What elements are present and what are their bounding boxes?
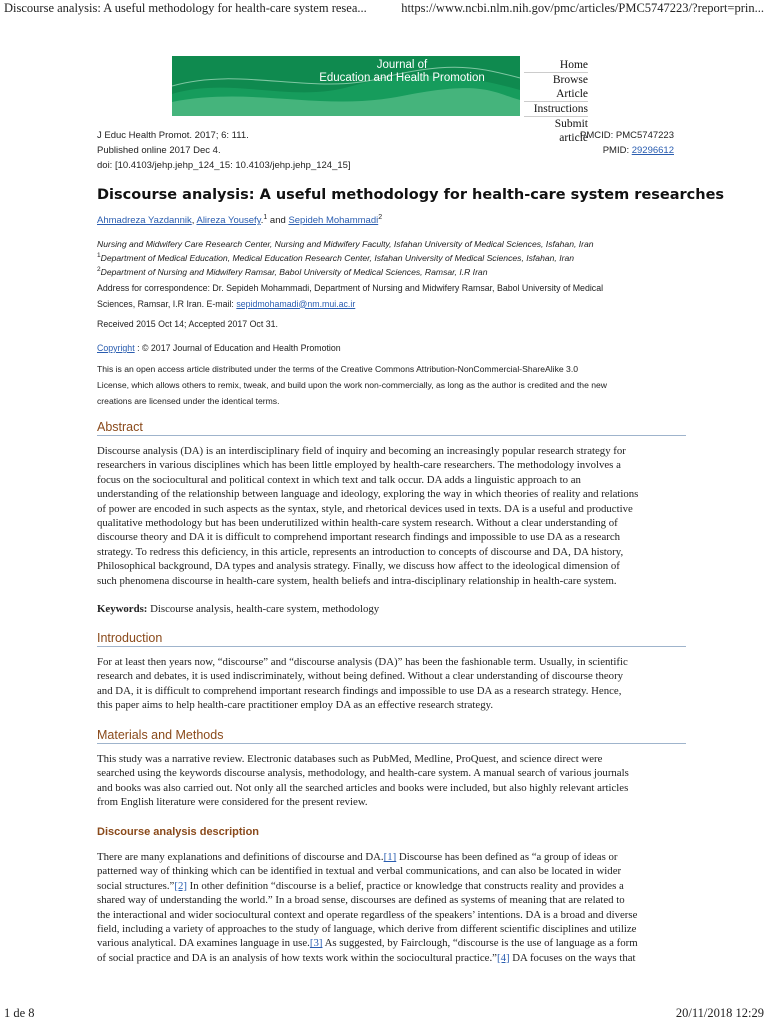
nav-submit-article[interactable]: Submit article xyxy=(554,118,588,144)
abstract-line: Discourse analysis (DA) is an interdisciplinary field of inquiry and becoming an increasingly popular research strategy for xyxy=(97,445,626,457)
copyright-text: : © 2017 Journal of Education and Health Promotion xyxy=(134,343,341,353)
author-affiliation-sup: 1 xyxy=(263,214,268,221)
da-line: shared way of understanding the world.” In a broad sense, discourses are defined as systems of meaning that are related to xyxy=(97,894,625,907)
abstract-line: Philosophical background, DA types and analysis strategy. Finally, we discuss how affect to the ideological dimension of xyxy=(97,560,620,573)
pmcid: PMCID: PMC5747223 xyxy=(580,130,674,141)
affiliation xyxy=(97,266,488,277)
license-line: creations are licensed under the identical terms. xyxy=(97,395,280,406)
affiliation-sup: 1 xyxy=(97,252,101,259)
affiliation-sup: 2 xyxy=(97,266,101,273)
citation-doi: doi: [10.4103/jehp.jehp_124_15: 10.4103/jehp.jehp_124_15] xyxy=(97,160,351,171)
author-separator: and xyxy=(267,215,289,227)
copyright-link[interactable]: Copyright xyxy=(97,343,135,353)
methods-line: and books was also carried out. Not only all the searched articles and books were included, but also highly relevant articles xyxy=(97,781,629,794)
da-line xyxy=(97,936,687,950)
keywords xyxy=(97,602,687,616)
da-text: Discourse has been defined as “a group of ideas or xyxy=(396,851,618,863)
da-text: In other definition “discourse is a belief, practice or knowledge that constructs reality and provides a xyxy=(186,879,624,892)
introduction-line: For at least then years now, “discourse” and “discourse analysis (DA)” has been the fashionable term. Usually, in scientific xyxy=(97,656,628,668)
methods-line: from English literature were considered for the present review. xyxy=(97,796,368,809)
da-description-heading: Discourse analysis description xyxy=(97,826,260,838)
citation-journal: J Educ Health Promot. 2017; 6: 111. xyxy=(97,130,249,141)
citation-link[interactable]: [1] xyxy=(383,851,397,863)
da-text: of social practice and DA is an analysis of how texts work within the sociocultural practice.” xyxy=(97,951,497,964)
author-separator: . xyxy=(260,215,264,227)
affiliation xyxy=(97,238,594,249)
da-text: various analytical. DA examines language in use. xyxy=(97,937,310,950)
pmid xyxy=(603,145,674,156)
da-line xyxy=(97,951,687,965)
journal-logo[interactable] xyxy=(172,56,520,116)
correspondence-text: Sciences, Ramsar, I.R Iran. E-mail: xyxy=(97,298,237,309)
da-description-body xyxy=(97,850,687,965)
methods-body xyxy=(97,752,687,810)
methods-line: This study was a narrative review. Electronic databases such as PubMed, Medline, ProQuest, and science direct were xyxy=(97,753,603,765)
author-separator: , xyxy=(191,215,197,227)
abstract-heading: Abstract xyxy=(97,420,686,436)
abstract-line: qualitative methodology but has been underutilized within health-care system research. Without a clear understanding of xyxy=(97,517,618,530)
introduction-heading: Introduction xyxy=(97,631,686,647)
da-text: As suggested, by Fairclough, “discourse is the use of language as a form xyxy=(322,937,638,950)
email-link[interactable]: sepidmohamadi@nm.mui.ac.ir xyxy=(236,298,356,309)
journal-nav xyxy=(524,58,588,145)
received-dates: Received 2015 Oct 14; Accepted 2017 Oct 31. xyxy=(97,319,278,329)
article-title: Discourse analysis: A useful methodology for health-care system researches xyxy=(97,187,725,203)
keywords-label: Keywords: xyxy=(97,603,148,615)
citation-link[interactable]: [4] xyxy=(496,951,510,964)
author-list xyxy=(97,214,382,226)
abstract-line: such phenomena discourse in health-care system, health beliefs and intra-disciplinary relationship in health-care system. xyxy=(97,574,617,587)
introduction-line: and DA, it is difficult to comprehend important research findings and impossible to use DA as a research strategy. Hence, xyxy=(97,684,622,697)
da-text: social structures.” xyxy=(97,879,175,892)
methods-heading: Materials and Methods xyxy=(97,728,686,744)
introduction-line: research and debates, it is used indiscriminately, without being defined. Without a clear understanding of discourse theory xyxy=(97,670,624,683)
abstract-line: understanding of the relationship between language and ideology, exploring the way in which theories of reality and relations xyxy=(97,488,639,501)
print-header-url: https://www.ncbi.nlm.nih.gov/pmc/articles/PMC5747223/?report=prin... xyxy=(401,1,764,15)
nav-instructions[interactable]: Instructions xyxy=(524,102,588,117)
introduction-body xyxy=(97,655,687,713)
abstract-line: of power are encoded in such aspects as the syntax, style, and rhetorical devices used in texts. DA is a useful and productive xyxy=(97,502,633,515)
print-timestamp: 20/11/2018 12:29 xyxy=(675,1006,764,1020)
author-link[interactable]: Alireza Yousefy xyxy=(196,215,261,227)
print-header xyxy=(4,0,764,18)
abstract-body xyxy=(97,444,687,588)
license-line: License, which allows others to remix, tweak, and build upon the work non-commercially, as long as the author is credited and the new xyxy=(97,379,608,390)
affiliation-text: Department of Nursing and Midwifery Ramsar, Babol University of Medical Sciences, Ramsar, I.R Iran xyxy=(100,266,488,277)
author-affiliation-sup: 2 xyxy=(378,214,383,221)
introduction-line: this paper aims to help health-care practitioner employ DA as an effective research strategy. xyxy=(97,699,494,712)
page-number: 1 de 8 xyxy=(4,1006,35,1020)
citation-link[interactable]: [2] xyxy=(174,879,187,892)
abstract-line: researchers in various disciplines which has been little employed by health-care researchers. The methodology involves a xyxy=(97,459,621,472)
abstract-line: discourse theory and DA it is difficult to comprehend important research findings and impossible to use DA as a research xyxy=(97,531,621,544)
journal-name xyxy=(292,59,512,85)
pmid-link[interactable]: 29296612 xyxy=(631,145,674,156)
author-link[interactable]: Ahmadreza Yazdannik xyxy=(97,215,192,227)
da-line: field, including a variety of approaches to the study of language, which derive from different scientific disciplines and utilize xyxy=(97,923,637,936)
da-line: patterned way of thinking which can be identified in textual and verbal communications, and can also be located in wider xyxy=(97,865,622,878)
correspondence xyxy=(97,281,603,312)
print-footer xyxy=(4,1006,764,1024)
license-line: This is an open access article distributed under the terms of the Creative Commons Attribution-NonCommercial-ShareAlike 3.0 xyxy=(97,364,578,374)
license-text xyxy=(97,362,607,409)
abstract-line: focus on the sociocultural and political context in which text and talk occur. DA adds a linguistic approach to an xyxy=(97,473,581,486)
pmid-label: PMID: xyxy=(602,145,632,156)
affiliation xyxy=(97,252,574,263)
affiliation-text: Nursing and Midwifery Care Research Center, Nursing and Midwifery Faculty, Isfahan University of Medical Sciences, Isfahan, Iran xyxy=(97,238,594,249)
author-link[interactable]: Sepideh Mohammadi xyxy=(288,215,379,227)
correspondence-line xyxy=(97,297,603,313)
da-text: DA focuses on the ways that xyxy=(509,951,636,964)
print-header-title: Discourse analysis: A useful methodology for health-care system resea... xyxy=(4,1,367,15)
copyright xyxy=(97,341,341,357)
affiliation-text: Department of Medical Education, Medical Education Research Center, Isfahan University of Medical Sciences, Isfahan, Iran xyxy=(100,252,574,263)
nav-browse-article[interactable]: Browse Article xyxy=(524,73,588,102)
citation-published: Published online 2017 Dec 4. xyxy=(97,145,221,156)
journal-name-line1: Journal of xyxy=(376,59,428,71)
da-line xyxy=(97,850,687,864)
methods-line: searched using the keywords discourse analysis, methodology, and health-care system. A manual search of various journals xyxy=(97,767,629,780)
citation-link[interactable]: [3] xyxy=(309,937,323,950)
nav-home[interactable]: Home xyxy=(524,58,588,73)
keywords-text: Discourse analysis, health-care system, methodology xyxy=(147,603,380,615)
da-text: There are many explanations and definitions of discourse and DA. xyxy=(97,851,384,863)
abstract-line: strategy. To redress this deficiency, in this article, represents an introduction to concepts of discourse and DA, DA history, xyxy=(97,545,624,558)
journal-name-line2: Education and Health Promotion xyxy=(319,72,485,84)
correspondence-line: Address for correspondence: Dr. Sepideh Mohammadi, Department of Nursing and Midwifery Ramsar, Babol University of Medical xyxy=(97,283,604,293)
da-line xyxy=(97,879,687,893)
da-line: the interactional and wider sociocultural context and operate regardless of the speakers’ intentions. DA is a broad and diverse xyxy=(97,908,638,921)
